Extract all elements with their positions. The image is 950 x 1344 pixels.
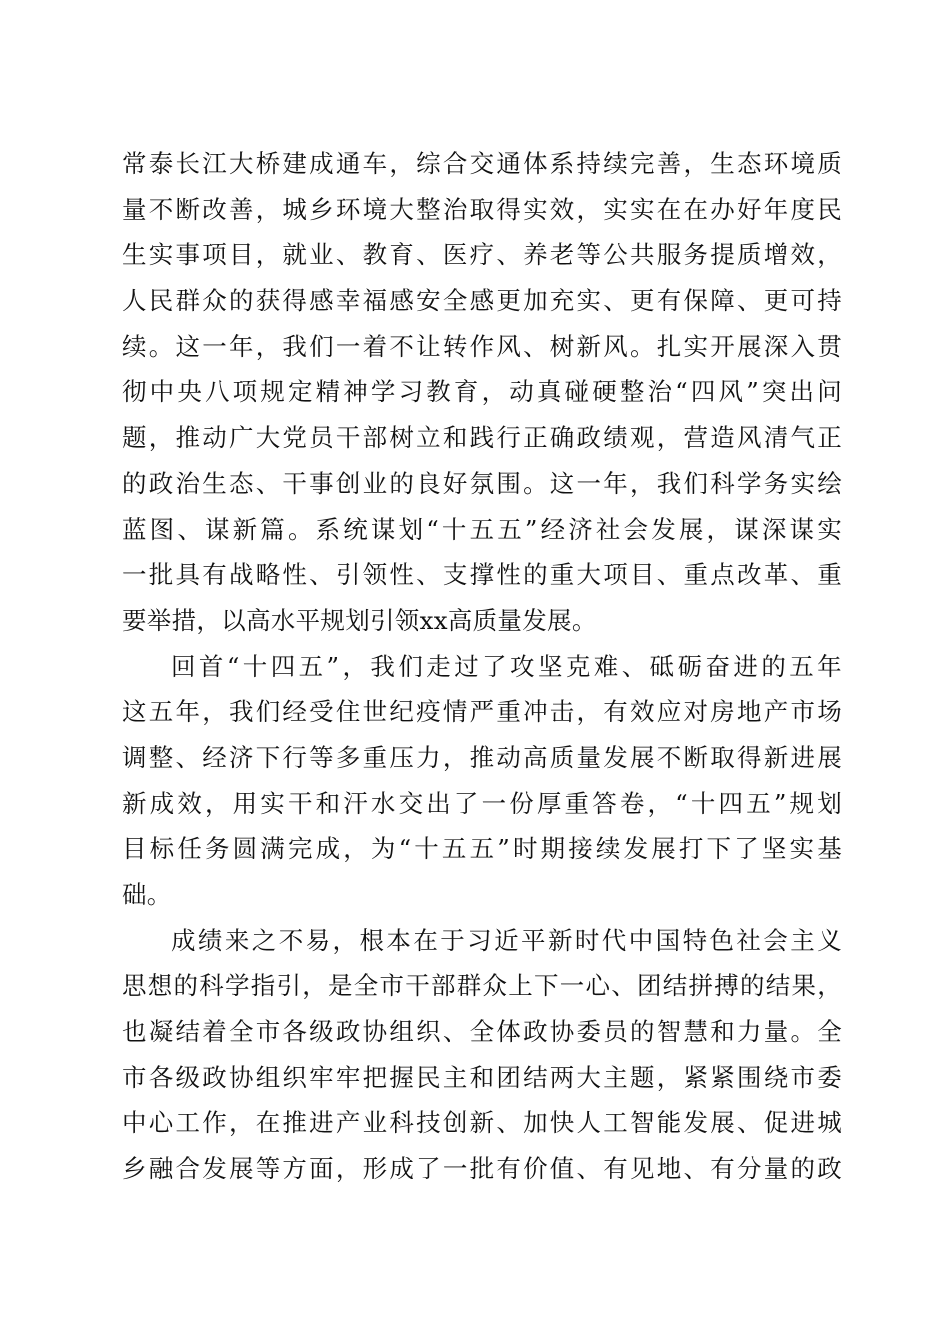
text-line: 要举措，以高水平规划引领xx高质量发展。 xyxy=(122,605,597,635)
text-line: 也凝结着全市各级政协组织、全体政协委员的智慧和力量。全 xyxy=(122,1017,842,1047)
text-line: 彻中央八项规定精神学习教育，动真碰硬整治“四风”突出问 xyxy=(122,377,842,407)
text-line: 的政治生态、干事创业的良好氛围。这一年，我们科学务实绘 xyxy=(122,468,842,498)
text-line: 础。 xyxy=(122,880,172,909)
text-line: 题，推动广大党员干部树立和践行正确政绩观，营造风清气正 xyxy=(122,423,842,453)
paragraph-first-line: 回首“十四五”，我们走过了攻坚克难、砥砺奋进的五年 xyxy=(171,651,842,681)
text-line: 这五年，我们经受住世纪疫情严重冲击，有效应对房地产市场 xyxy=(122,697,842,727)
text-line: 人民群众的获得感幸福感安全感更加充实、更有保障、更可持 xyxy=(122,286,842,316)
text-line: 续。这一年，我们一着不让转作风、树新风。扎实开展深入贯 xyxy=(122,331,842,361)
text-line: 新成效，用实干和汗水交出了一份厚重答卷，“十四五”规划 xyxy=(122,788,842,818)
text-line: 一批具有战略性、引领性、支撑性的重大项目、重点改革、重 xyxy=(122,560,842,590)
text-line: 常泰长江大桥建成通车，综合交通体系持续完善，生态环境质 xyxy=(122,149,842,178)
body-text xyxy=(122,141,842,1192)
text-line: 中心工作，在推进产业科技创新、加快人工智能发展、促进城 xyxy=(122,1108,842,1138)
text-line: 思想的科学指引，是全市干部群众上下一心、团结拼搏的结果， xyxy=(122,971,842,1001)
text-line: 市各级政协组织牢牢把握民主和团结两大主题，紧紧围绕市委 xyxy=(122,1062,842,1092)
text-line: 调整、经济下行等多重压力，推动高质量发展不断取得新进展 xyxy=(122,742,842,772)
paragraph-first-line: 成绩来之不易，根本在于习近平新时代中国特色社会主义 xyxy=(171,925,842,955)
text-line: 乡融合发展等方面，形成了一批有价值、有见地、有分量的政 xyxy=(122,1154,842,1184)
text-line: 生实事项目，就业、教育、医疗、养老等公共服务提质增效， xyxy=(122,240,842,270)
text-line: 量不断改善，城乡环境大整治取得实效，实实在在办好年度民 xyxy=(122,194,842,224)
text-line: 蓝图、谋新篇。系统谋划“十五五”经济社会发展，谋深谋实 xyxy=(122,514,842,544)
text-line: 目标任务圆满完成，为“十五五”时期接续发展打下了坚实基 xyxy=(122,834,842,864)
